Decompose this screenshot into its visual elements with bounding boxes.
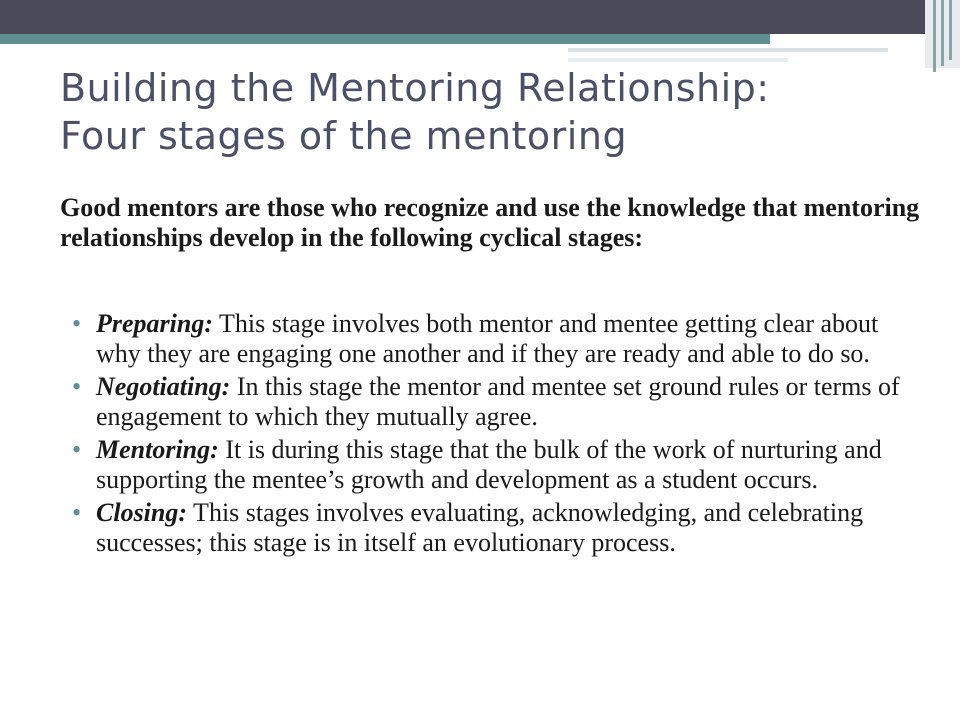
bullet-icon: •: [72, 435, 82, 464]
stage-description: This stages involves evaluating, acknowledging, and celebrating successes; this stage is in itself an evolutionary process.: [96, 498, 864, 557]
stage-term: Mentoring:: [96, 435, 219, 464]
header-band: [0, 0, 960, 34]
title-line: Four stages of the mentoring: [60, 114, 628, 158]
stage-description: This stage involves both mentor and mentee getting clear about why they are engaging one another and if they are ready and able to do so.: [96, 309, 879, 368]
list-item: [72, 435, 922, 495]
list-item: [72, 309, 922, 369]
bullet-text: [96, 498, 922, 558]
slide-title: [60, 64, 920, 160]
decor-line: [949, 0, 952, 60]
bullet-icon: •: [72, 309, 82, 338]
bullet-text: [96, 435, 922, 495]
decor-line: [568, 58, 788, 62]
intro-text: Good mentors are those who recognize and use the knowledge that mentoring relationships develop in the following cyclical stages:: [60, 193, 920, 252]
bullet-icon: •: [72, 372, 82, 401]
stage-list: [72, 309, 922, 561]
stage-description: In this stage the mentor and mentee set ground rules or terms of engagement to which they mutually agree.: [96, 372, 900, 431]
decor-line: [568, 48, 888, 52]
bullet-text: [96, 309, 922, 369]
bullet-text: [96, 372, 922, 432]
stage-description: It is during this stage that the bulk of the work of nurturing and supporting the mentee’s growth and development as a student occurs.: [96, 435, 882, 494]
title-line: Building the Mentoring Relationship:: [60, 66, 770, 110]
bullet-icon: •: [72, 498, 82, 527]
decor-line: [933, 0, 936, 72]
decor-line: [941, 0, 944, 66]
list-item: [72, 498, 922, 558]
accent-line: [0, 34, 770, 44]
stage-term: Negotiating:: [96, 372, 231, 401]
stage-term: Closing:: [96, 498, 188, 527]
list-item: [72, 372, 922, 432]
stage-term: Preparing:: [96, 309, 213, 338]
